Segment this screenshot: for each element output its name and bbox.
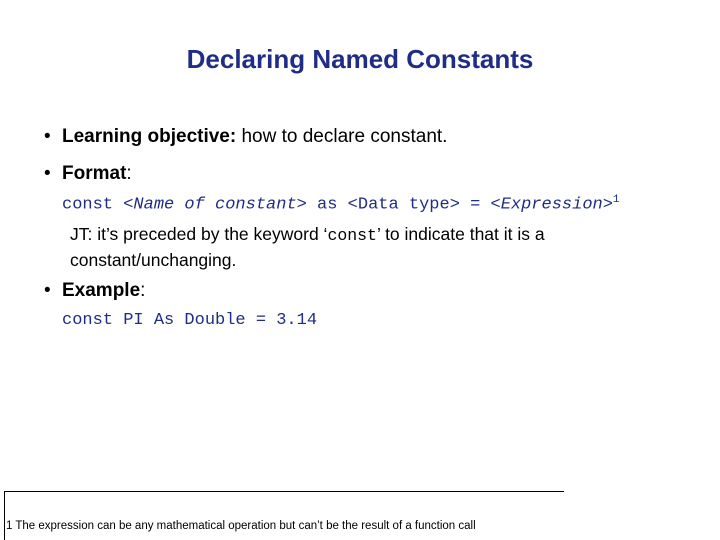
bullet-label: Format (62, 163, 127, 184)
bullet-dot-icon: • (44, 126, 51, 147)
note-keyword: const (327, 226, 377, 245)
footnote: 1 The expression can be any mathematical operation but can’t be the result of a function call (6, 520, 476, 532)
footnote-reference: 1 (612, 194, 620, 206)
code-equals: = (459, 195, 491, 215)
slide-title: Declaring Named Constants (186, 44, 534, 74)
format-note (70, 222, 670, 273)
bullet-learning-objective (44, 126, 447, 148)
footnote-divider (4, 491, 564, 540)
code-placeholder-name: <Name of constant> (123, 195, 307, 215)
bullet-label: Learning objective: (62, 126, 237, 147)
note-text-after: ’ to indicate that it is a constant/unchanging. (70, 224, 545, 270)
format-code-line (62, 194, 620, 215)
bullet-label: Example (62, 280, 141, 301)
code-placeholder-expression: <Expression> (490, 195, 613, 215)
bullet-format (44, 163, 132, 185)
bullet-text: how to declare constant. (236, 126, 448, 147)
bullet-dot-icon: • (44, 280, 51, 301)
bullet-example (44, 280, 145, 302)
example-code-line: const PI As Double = 3.14 (62, 311, 318, 330)
bullet-text: : (126, 163, 132, 184)
code-placeholder-type: <Data type> (347, 195, 460, 215)
bullet-dot-icon: • (44, 163, 51, 184)
bullet-text: : (140, 280, 146, 301)
code-keyword-as: as (306, 195, 348, 215)
note-text-before: JT: it’s preceded by the keyword ‘ (70, 224, 328, 244)
code-keyword: const (62, 195, 124, 215)
